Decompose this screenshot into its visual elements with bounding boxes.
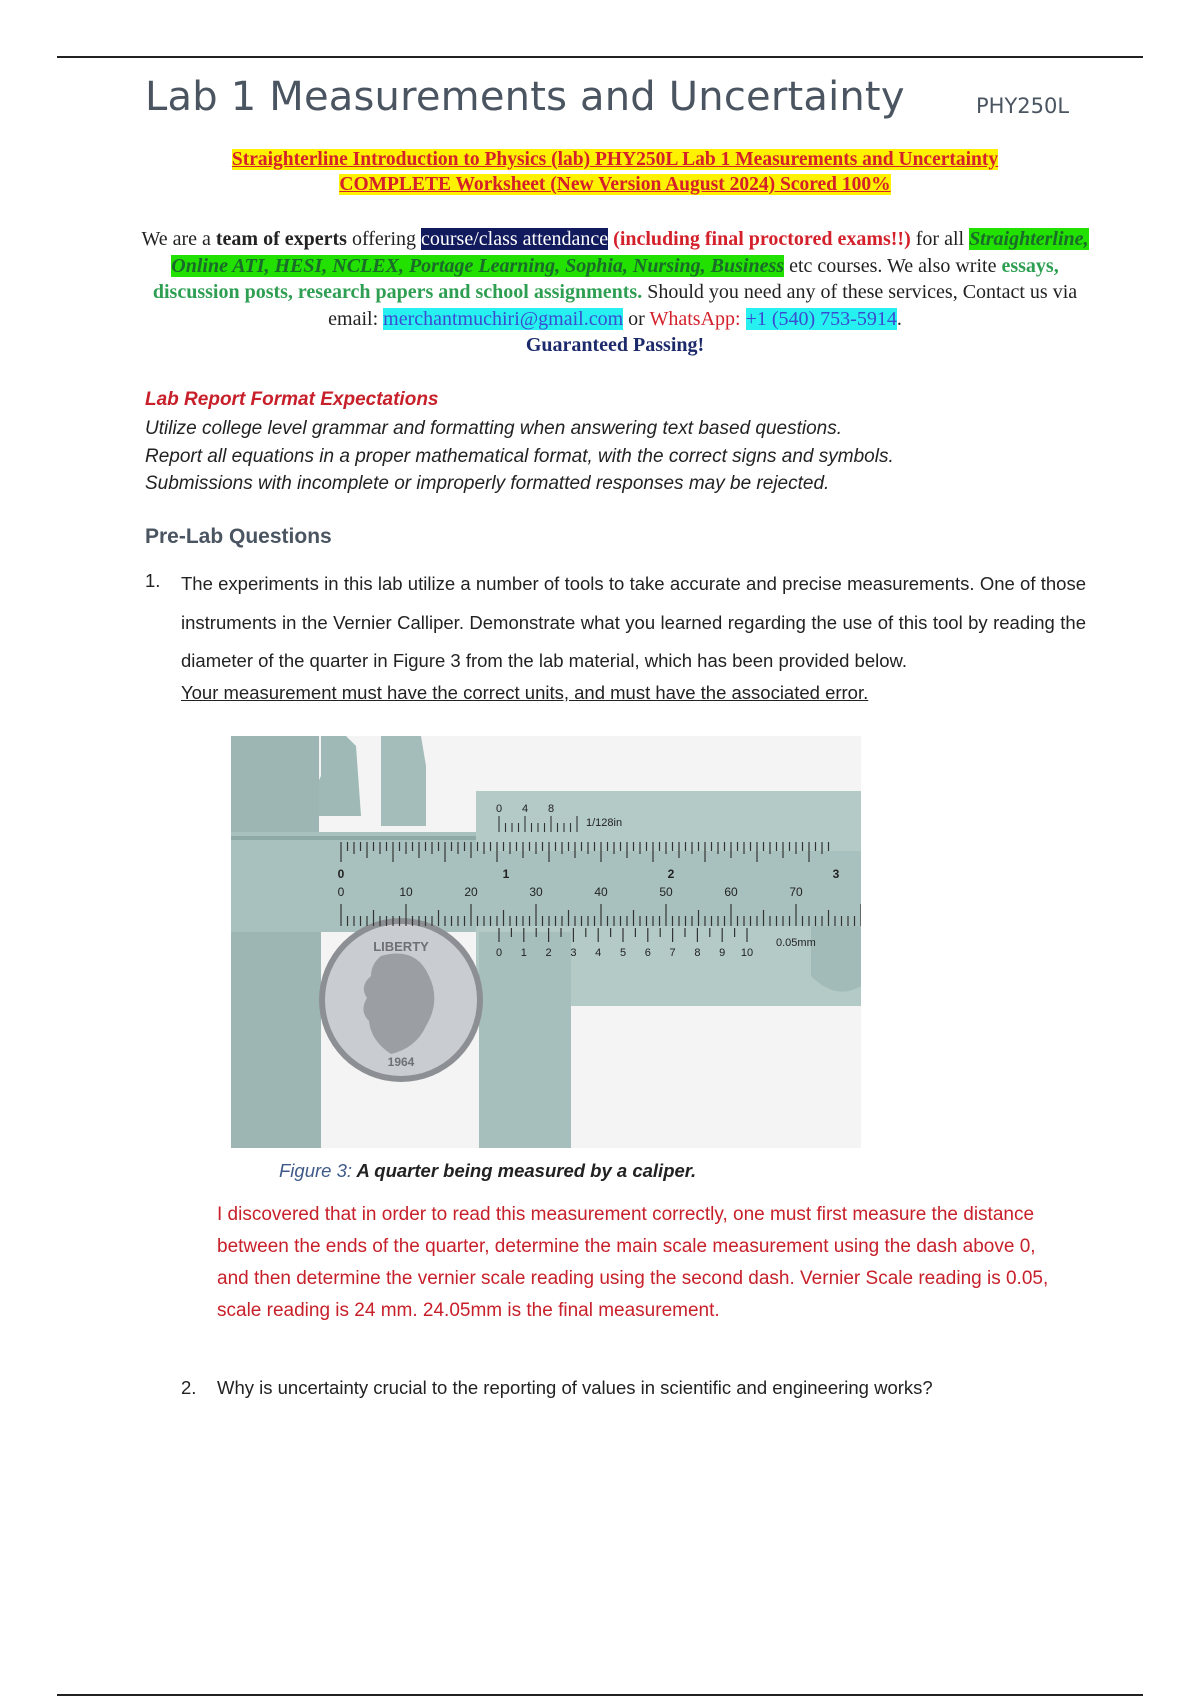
question-1-text: The experiments in this lab utilize a number of tools to take accurate and precise measurements. One of those instruments in the Vernier Calliper. Demonstrate what you learned regarding the use of this tool by reading the diameter of the quarter in Figure 3 from the lab material, which has been provided below. [181,573,1086,671]
promo-bold-text: team of experts [215,228,347,250]
fraction-scale-label: 4 [521,803,529,815]
quarter-coin [319,918,483,1082]
mm-scale-label: 30 [529,885,543,899]
page-title: Lab 1 Measurements and Uncertainty [145,74,905,120]
format-line: Utilize college level grammar and formatting when answering text based questions. [145,418,843,439]
vernier-scale-label: 6 [644,947,651,959]
vernier-scale-unit: 0.05mm [776,937,816,949]
promo-highlight-attendance: course/class attendance [421,228,609,250]
guarantee-text: Guaranteed Passing! [525,334,705,356]
inch-scale-label: 2 [667,867,675,881]
caliper-photo [231,736,861,1148]
caliper-figure [231,736,861,1148]
promo-text: We are a [141,228,216,250]
format-expectations [145,415,894,498]
top-scale-unit: 1/128in [586,817,623,829]
inch-scale-label: 1 [502,867,510,881]
vernier-scale-label: 9 [719,947,726,959]
top-rule [57,56,1143,58]
mm-scale-label: 10 [399,885,413,899]
mm-scale-label: 20 [464,885,478,899]
format-line: Report all equations in a proper mathematical format, with the correct signs and symbols. [145,445,894,467]
ad-title [145,147,1085,197]
ad-title-line-1: Straighterline Introduction to Physics (lab) PHY250L Lab 1 Measurements and Uncertainty [231,149,999,170]
vernier-scale-label: 3 [570,947,577,959]
promo-exams-text: (including final proctored exams!!) [613,228,911,250]
answer-text: I discovered that in order to read this measurement correctly, one must first measure the distance between the ends of the quarter, determine the main scale measurement using the dash above 0, and then determine the vernier scale reading using the second dash. Vernier Scale reading is 0.05, scale reading is 24 mm. 24.05mm is the final measurement. [217,1204,1049,1321]
figure-caption-label: Figure 3: [279,1160,353,1181]
vernier-scale-label: 10 [740,947,754,959]
phone-link[interactable]: +1 (540) 753-5914 [745,307,897,330]
mm-scale-label: 40 [594,885,608,899]
vernier-scale-label: 7 [669,947,676,959]
vernier-scale-label: 4 [595,947,602,959]
bottom-rule [57,1694,1143,1696]
question-1-requirement: Your measurement must have the correct units, and must have the associated error. [181,682,869,703]
promo-text: etc courses. We also write [784,254,1002,277]
promo-services-text: essays, discussion posts, research papers and school assignments. [152,254,1059,303]
promo-text: or [623,307,650,330]
format-line: Submissions with incomplete or improperly formatted responses may be rejected. [145,473,830,494]
inch-scale-label: 0 [337,867,345,881]
question-2-number: 2. [181,1377,197,1398]
promo-highlight-courses: Straighterline, Online ATI, HESI, NCLEX, Portage Learning, Sophia, Nursing, Business [171,228,1089,277]
vernier-scale-label: 0 [495,947,503,959]
whatsapp-label: WhatsApp: [649,307,741,330]
coin-text-top: LIBERTY [373,939,429,954]
format-heading: Lab Report Format Expectations [145,389,439,410]
email-link[interactable]: merchantmuchiri@gmail.com [383,307,624,330]
course-code: PHY250L [976,94,1070,118]
ad-title-line-2: COMPLETE Worksheet (New Version August 2024) Scored 100% [339,174,891,195]
promo-text: for all [910,228,970,250]
promo-text: . [896,307,902,330]
coin-text-bottom: 1964 [387,1055,415,1069]
fraction-scale-label: 8 [547,803,555,815]
mm-scale-label: 0 [337,885,345,899]
promo-text: offering [346,228,422,250]
vernier-scale-label: 1 [520,947,527,959]
mm-scale-label: 70 [789,885,803,899]
promo-text: Should you need any of these services, Contact us via email: [328,281,1078,330]
figure-caption-text: A quarter being measured by a caliper. [352,1160,697,1181]
inch-scale-label: 3 [832,867,840,881]
prelab-heading: Pre-Lab Questions [145,525,332,548]
question-2-text: Why is uncertainty crucial to the reporting of values in scientific and engineering works? [217,1377,933,1398]
mm-scale-label: 60 [724,885,738,899]
mm-scale-label: 50 [659,885,673,899]
question-1-number: 1. [145,570,161,591]
vernier-scale-label: 5 [619,947,627,959]
vernier-scale-label: 2 [545,947,552,959]
fraction-scale-label: 0 [495,803,503,815]
vernier-scale-label: 8 [694,947,701,959]
promo-paragraph [140,226,1090,359]
figure-caption [279,1160,696,1182]
